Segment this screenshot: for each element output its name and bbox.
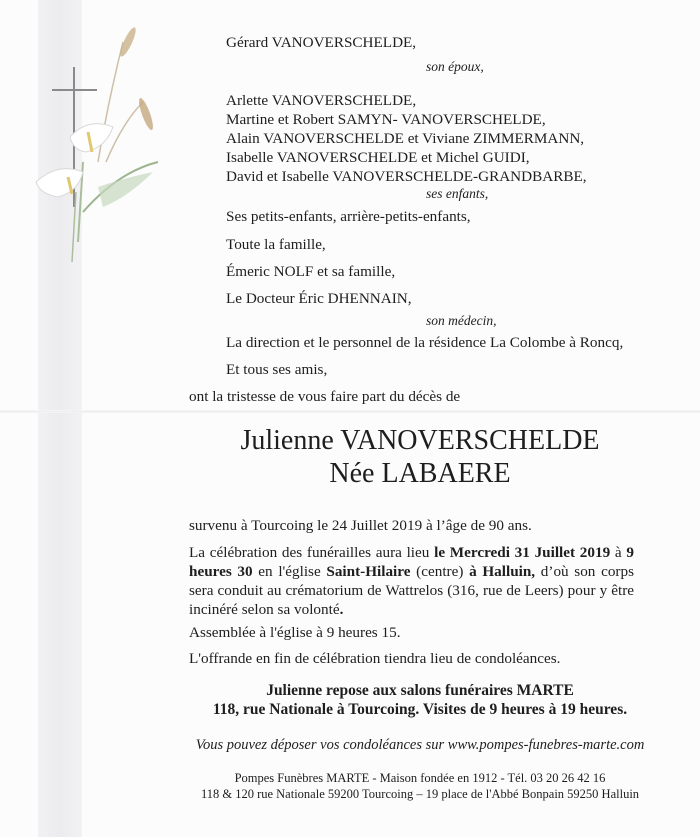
child-name: Arlette VANOVERSCHELDE, [226,92,417,109]
condolences-link[interactable]: Vous pouvez déposer vos condoléances sur www.pompes-funebres-marte.com [195,737,645,753]
footer-line-1: Pompes Funèbres MARTE - Maison fondée en 1912 - Tél. 03 20 26 42 16 [234,771,606,785]
grandchildren-line: Ses petits-enfants, arrière-petits-enfants, [226,208,471,225]
spouse-name: Gérard VANOVERSCHELDE, [226,34,417,51]
rest-line-2: 118, rue Nationale à Tourcoing. Visites de 9 heures à 19 heures. [212,701,628,718]
friend-family-line: Émeric NOLF et sa famille, [226,263,396,280]
friends-line: Et tous ses amis, [226,361,328,378]
doctor-role: son médecin, [426,313,497,328]
doctor-line: Le Docteur Éric DHENNAIN, [226,290,412,307]
assembly-line: Assemblée à l'église à 9 heures 15. [189,624,401,641]
offering-line: L'offrande en fin de célébration tiendra lieu de condoléances. [189,650,561,667]
spouse-role: son époux, [426,59,484,74]
deceased-name: Julienne VANOVERSCHELDE [240,425,600,456]
child-name: David et Isabelle VANOVERSCHELDE-GRANDBARBE, [226,168,587,185]
children-role: ses enfants, [426,186,489,201]
announcement: ont la tristesse de vous faire part du décès de [189,388,461,405]
family-line: Toute la famille, [226,236,326,253]
deceased-birth-name: Née LABAERE [329,458,511,489]
fold-line [0,410,700,413]
child-name: Martine et Robert SAMYN- VANOVERSCHELDE, [226,111,546,128]
death-line: survenu à Tourcoing le 24 Juillet 2019 à l’âge de 90 ans. [189,517,532,534]
rest-line-1: Julienne repose aux salons funéraires MARTE [266,682,574,699]
cross-lily-wheat-icon [28,12,168,272]
child-name: Isabelle VANOVERSCHELDE et Michel GUIDI, [226,149,530,166]
residence-line: La direction et le personnel de la résidence La Colombe à Roncq, [226,334,624,351]
footer-line-2: 118 & 120 rue Nationale 59200 Tourcoing – 19 place de l'Abbé Bonpain 59250 Halluin [200,787,640,801]
ceremony-paragraph: La célébration des funérailles aura lieu le Mercredi 31 Juillet 2019 à 9 heures 30 en l'église Saint-Hilaire (centre) à Halluin, d’où son corps sera conduit au crématorium de Wattrelos (316, rue de Leers) pour y être incinéré selon sa volonté. [189,544,634,618]
child-name: Alain VANOVERSCHELDE et Viviane ZIMMERMANN, [226,130,585,147]
